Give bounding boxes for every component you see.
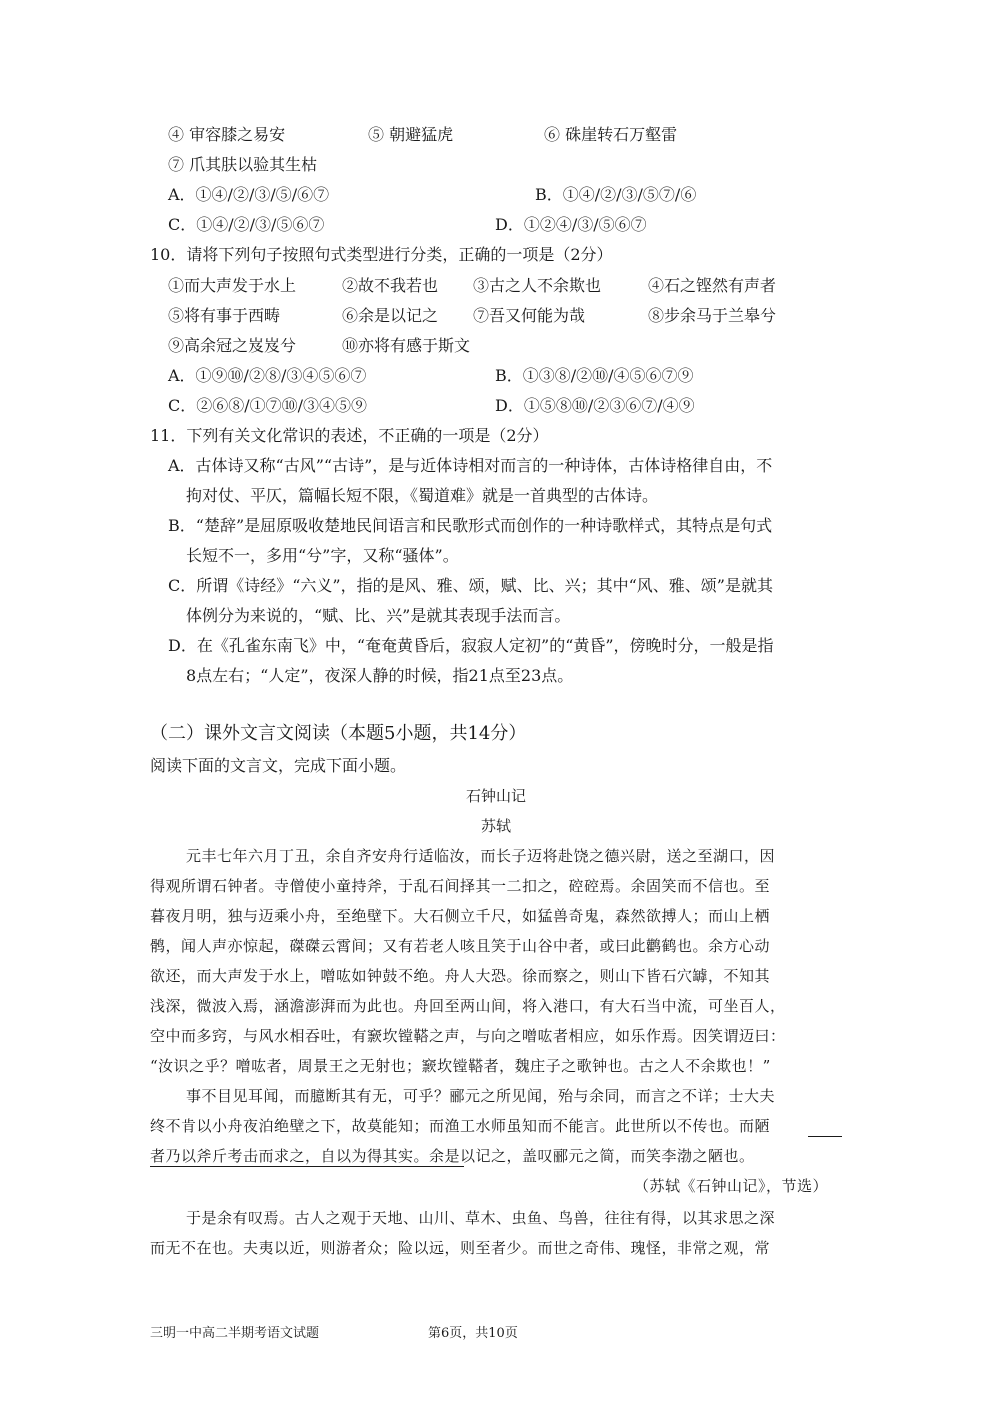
q9-item-5: ⑤ 朝避猛虎 [368,125,454,144]
passage-source: （苏轼《石钟山记》，节选） [634,1177,829,1195]
q11-option-a-line1: A．古体诗又称“古风”“古诗”，是与近体诗相对而言的一种诗体，古体诗格律自由，不 [168,456,773,475]
q11-option-b-line1: B．“楚辞”是屈原吸收楚地民间语言和民歌形式而创作的一种诗歌样式，其特点是句式 [168,516,773,535]
q10-sentence-6: ⑥余是以记之 [342,306,439,325]
passage-line: 空中而多窍，与风水相吞吐，有窾坎镗鞳之声，与向之噌吰者相应，如乐作焉。因笑谓迈曰： [150,1027,786,1045]
q10-sentence-3: ③古之人不余欺也 [473,276,602,295]
passage-author: 苏轼 [480,817,511,835]
passage-line: 浅深，微波入焉，涵澹澎湃而为此也。舟回至两山间，将入港口，有大石当中流，可坐百人， [150,997,786,1015]
passage-line: 元丰七年六月丁丑，余自齐安舟行适临汝，而长子迈将赴饶之德兴尉，送之至湖口，因 [186,847,776,865]
q11-option-c-line1: C．所谓《诗经》“六义”，指的是风、雅、颂，赋、比、兴；其中“风、雅、颂”是就其 [168,576,773,595]
passage-line: 得观所谓石钟者。寺僧使小童持斧，于乱石间择其一二扣之，硿硿焉。余固笑而不信也。至 [150,877,771,895]
q10-sentence-4: ④石之铿然有声者 [648,276,777,295]
q11-option-b-line2: 长短不一，多用“兮”字，又称“骚体”。 [186,546,459,565]
q10-sentence-8: ⑧步余马于兰皋兮 [648,306,777,325]
passage-line: 于是余有叹焉。古人之观于天地、山川、草木、虫鱼、鸟兽，往往有得，以其求思之深 [186,1209,776,1227]
q10-option-d: D．①⑤⑧⑩/②③⑥⑦/④⑨ [495,396,695,415]
q10-sentence-7: ⑦吾又何能为哉 [473,306,586,325]
underline-mark [808,1136,842,1137]
passage-line: 鹘，闻人声亦惊起，磔磔云霄间；又有若老人咳且笑于山谷中者，或曰此鹳鹤也。余方心动 [150,937,771,955]
section-instruction: 阅读下面的文言文，完成下面小题。 [150,756,407,775]
q10-sentence-5: ⑤将有事于西畴 [168,306,281,325]
q10-sentence-2: ②故不我若也 [342,276,439,295]
passage-line: 事不目见耳闻，而臆断其有无，可乎？郦元之所见闻，殆与余同，而言之不详；士大夫 [186,1087,776,1105]
q10-sentence-10: ⑩亦将有感于斯文 [342,336,471,355]
q10-sentence-1: ①而大声发于水上 [168,276,297,295]
q9-option-c: C．①④/②/③/⑤⑥⑦ [168,215,325,234]
passage-title: 石钟山记 [465,787,526,805]
q11-option-a-line2: 拘对仗、平仄，篇幅长短不限，《蜀道难》就是一首典型的古体诗。 [186,486,659,505]
q10-option-c: C．②⑥⑧/①⑦⑩/③④⑤⑨ [168,396,368,415]
q11-option-c-line2: 体例分为来说的，“赋、比、兴”是就其表现手法而言。 [186,606,571,625]
passage-line: 终不肯以小舟夜泊绝壁之下，故莫能知；而渔工水师虽知而不能言。此世所以不传也。而陋 [150,1117,771,1135]
q10-option-a: A．①⑨⑩/②⑧/③④⑤⑥⑦ [168,366,367,385]
q9-item-7: ⑦ 爪其肤以验其生枯 [168,155,318,174]
q11-option-d-line1: D．在《孔雀东南飞》中，“奄奄黄昏后，寂寂人定初”的“黄昏”，傍晚时分，一般是指 [168,636,774,655]
q10-stem: 10．请将下列句子按照句式类型进行分类，正确的一项是（2分） [150,245,613,264]
q11-stem: 11．下列有关文化常识的表述，不正确的一项是（2分） [150,426,549,445]
section-heading: （二）课外文言文阅读（本题5小题，共14分） [150,723,527,744]
q10-option-b: B．①③⑧/②⑩/④⑤⑥⑦⑨ [495,366,694,385]
q9-item-4: ④ 审容膝之易安 [168,125,286,144]
passage-line: 者乃以斧斤考击而求之，自以为得其实。余是以记之，盖叹郦元之简，而笑李渤之陋也。 [150,1147,755,1165]
footer-page-number: 第6页，共10页 [428,1326,518,1341]
passage-line: 而无不在也。夫夷以近，则游者众；险以远，则至者少。而世之奇伟、瑰怪，非常之观，常 [150,1239,771,1257]
passage-line: 暮夜月明，独与迈乘小舟，至绝壁下。大石侧立千尺，如猛兽奇鬼，森然欲搏人；而山上栖 [150,907,771,925]
passage-line: “汝识之乎？噌吰者，周景王之无射也；窾坎镗鞳者，魏庄子之歌钟也。古之人不余欺也！” [150,1057,771,1075]
passage-line: 欲还，而大声发于水上，噌吰如钟鼓不绝。舟人大恐。徐而察之，则山下皆石穴罅，不知其 [150,967,771,985]
q11-option-d-line2: 8点左右；“人定”，夜深人静的时候，指21点至23点。 [186,666,574,685]
underline-mark [150,1166,464,1167]
q9-option-d: D．①②④/③/⑤⑥⑦ [495,215,647,234]
footer-exam-title: 三明一中高二半期考语文试题 [150,1326,320,1341]
q9-option-b: B．①④/②/③/⑤⑦/⑥ [535,185,697,204]
q10-sentence-9: ⑨高余冠之岌岌兮 [168,336,297,355]
q9-option-a: A．①④/②/③/⑤/⑥⑦ [168,185,330,204]
q9-item-6: ⑥ 硃崖转石万壑雷 [544,125,678,144]
